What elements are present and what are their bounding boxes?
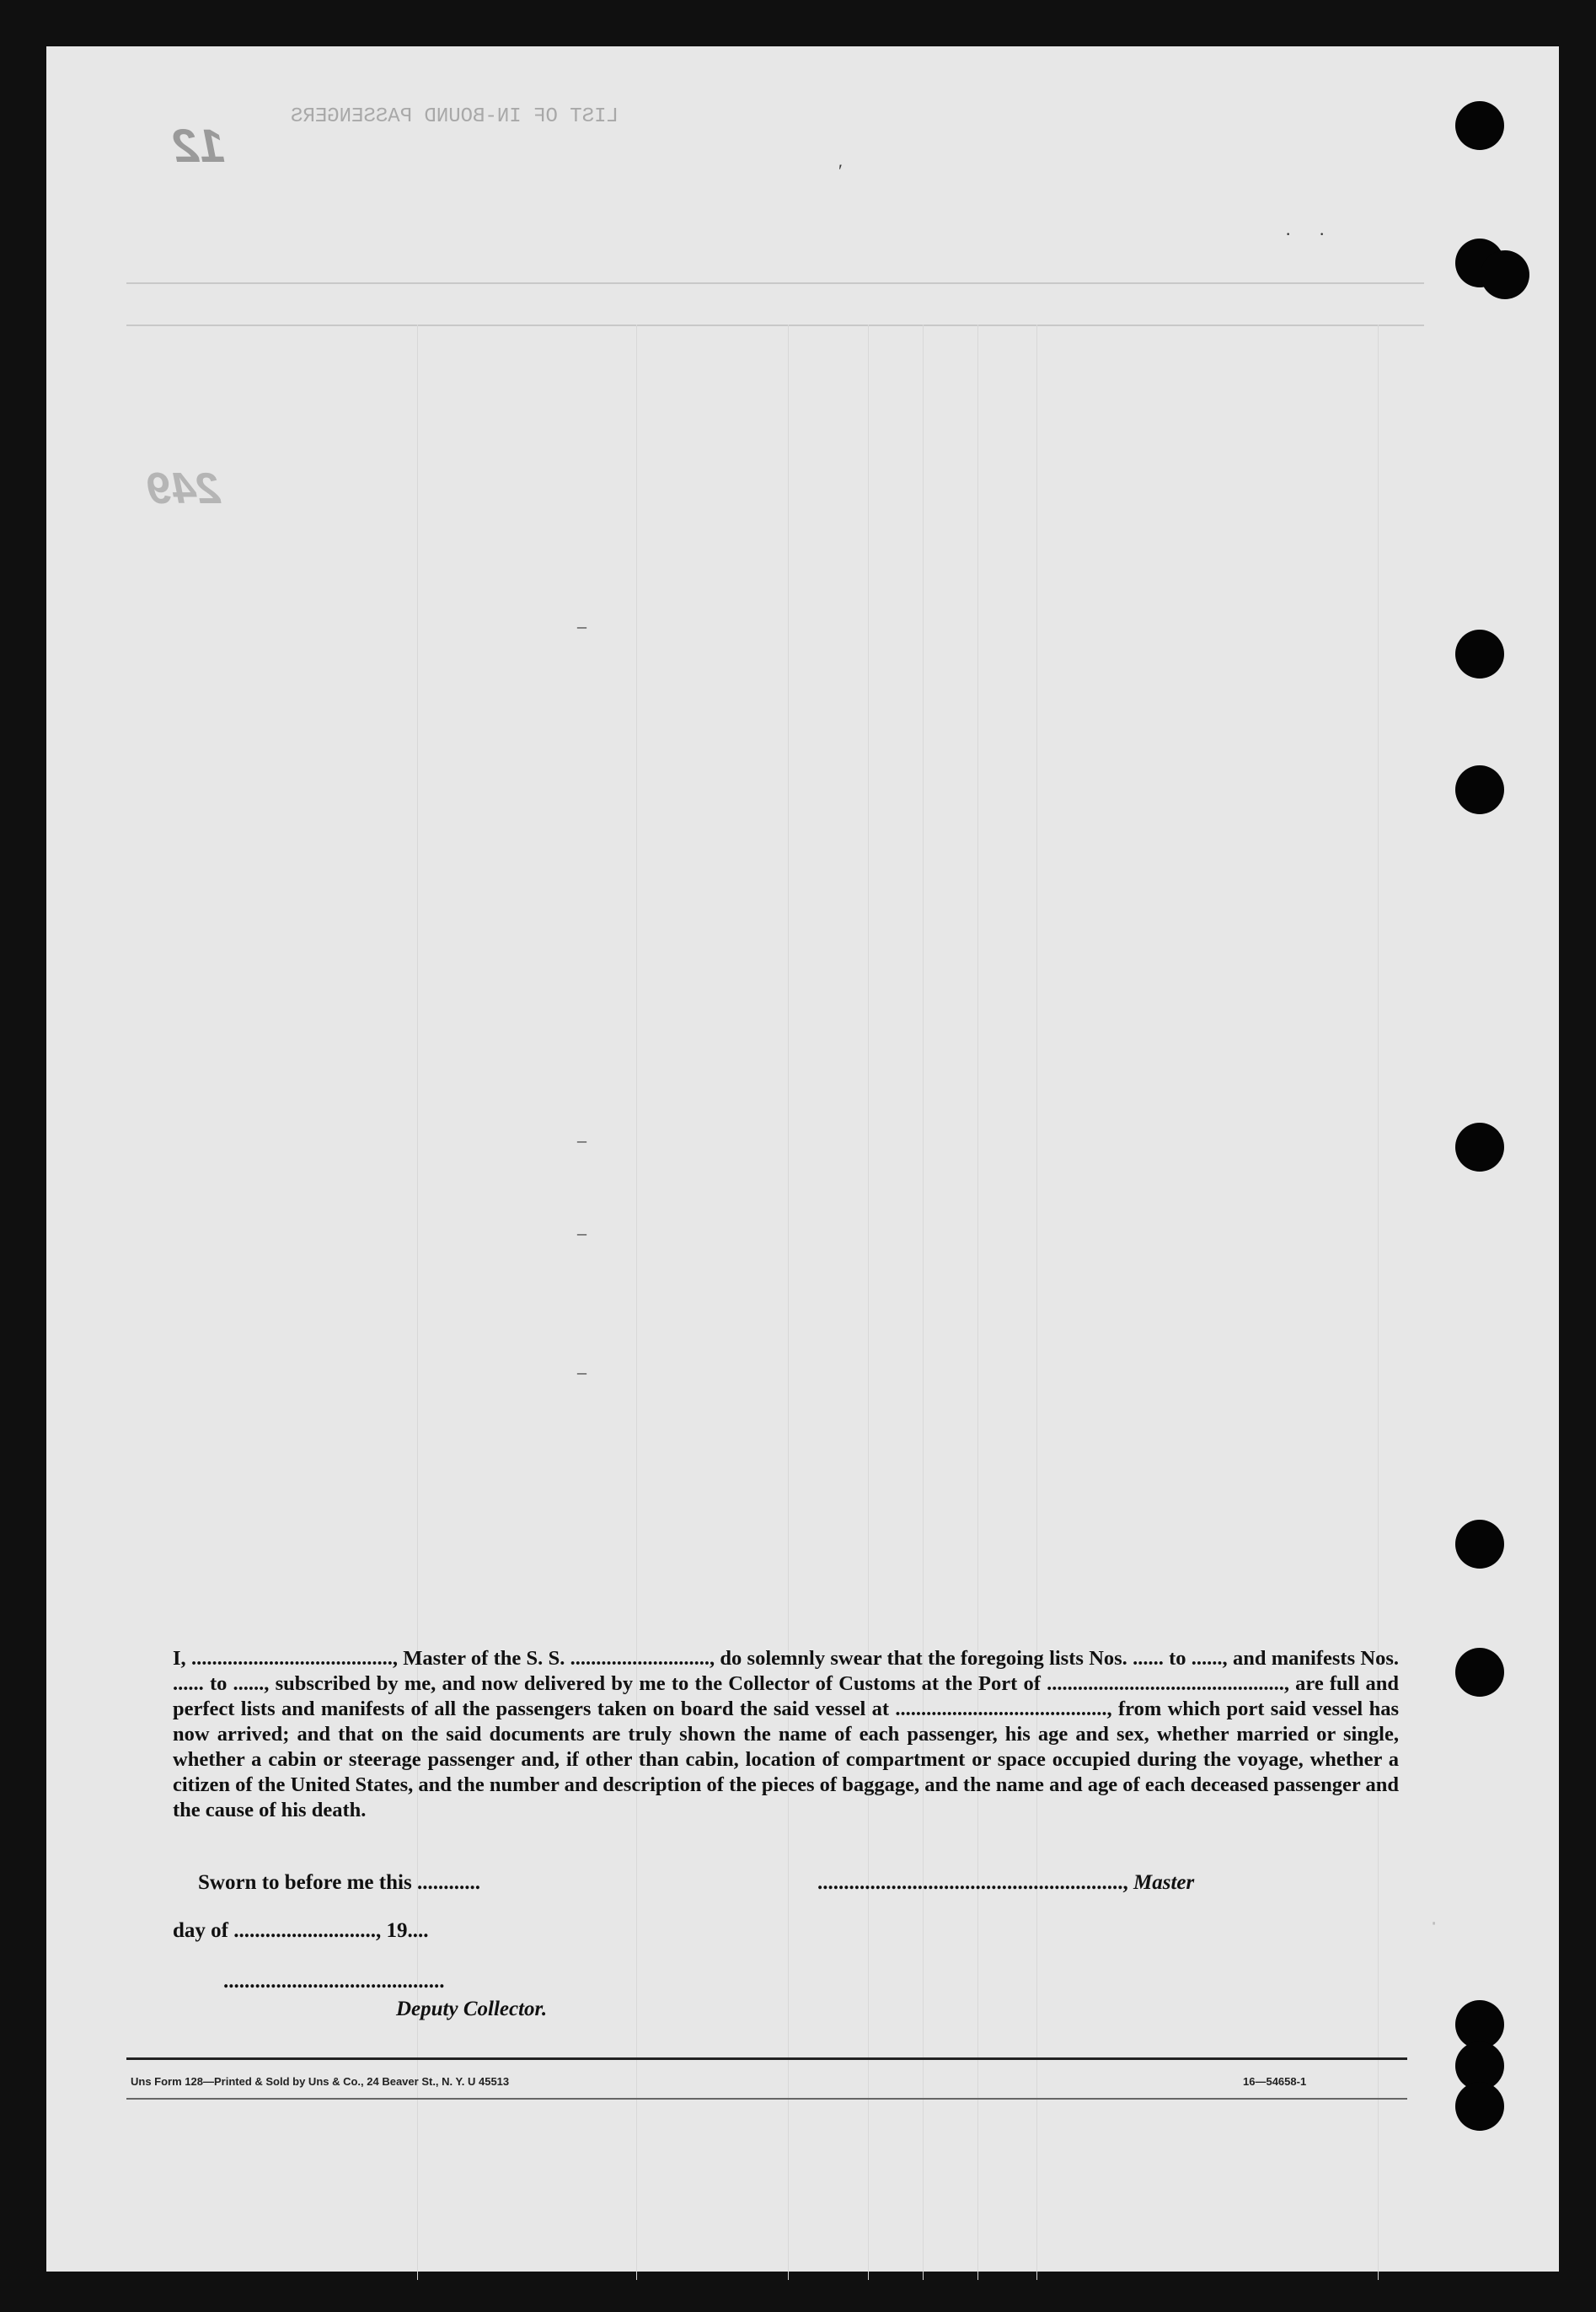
footer-rule	[126, 2057, 1407, 2060]
binder-hole	[1455, 1123, 1504, 1172]
footer-rule	[126, 2098, 1407, 2100]
deputy-collector-label: Deputy Collector.	[396, 1998, 548, 2020]
ink-mark: ′	[838, 160, 843, 181]
form-column-rule	[636, 325, 637, 2280]
binder-hole	[1455, 2082, 1504, 2131]
ink-mark: ·	[1319, 223, 1326, 244]
ink-mark: –	[577, 1129, 586, 1151]
binder-hole	[1455, 101, 1504, 150]
form-rule	[126, 282, 1424, 284]
printer-imprint: Uns Form 128—Printed & Sold by Uns & Co., 24 Beaver St., N. Y. U 45513	[131, 2075, 510, 2088]
margin-mark: ·	[1428, 1913, 1440, 1934]
day-label: day of	[173, 1919, 228, 1942]
form-column-rule	[1378, 325, 1379, 2280]
form-column-rule	[1036, 325, 1037, 2280]
master-label: Master	[1133, 1871, 1195, 1894]
stamp-number: 249	[147, 464, 221, 513]
sworn-dots: ............	[416, 1871, 480, 1894]
oath-text: I, ......................................., Master of the S. S. ..........................., do solemnly swear that the foregoing lists Nos. ...... to ......, and manifests Nos. ...... to ......, subscribed by me, and now delivered by me to the Collector of Customs at the Port of .............................................., are full and perfect lists and manifests of all the passengers taken on board the said vessel at ........................................., from which port said vessel has now arrived; and that on the said documents are truly shown the name of each passenger, his age and sex, whether married or single, whether a cabin or steerage passenger and, if other than cabin, location of compartment or space occupied during the voyage, whether a citizen of the United States, and the number and description of the pieces of baggage, and the name and age of each deceased passenger and the cause of his death.	[173, 1647, 1399, 1821]
list-title: LIST OF IN-BOUND PASSENGERS	[291, 105, 619, 128]
form-column-rule	[788, 325, 789, 2280]
master-dots: ..........................................................,	[817, 1871, 1133, 1894]
master-line	[817, 1871, 1194, 1895]
form-column-rule	[923, 325, 924, 2280]
ink-mark: –	[577, 1361, 586, 1382]
oath-paragraph	[173, 1646, 1399, 1823]
binder-hole	[1455, 1520, 1504, 1569]
ink-mark: ·	[1285, 223, 1292, 244]
form-column-rule	[868, 325, 869, 2280]
sworn-line	[198, 1871, 480, 1895]
sworn-label: Sworn to before me this	[198, 1871, 412, 1894]
day-line	[173, 1919, 428, 1943]
page-number: 12	[173, 119, 226, 172]
binder-hole	[1481, 250, 1529, 299]
day-dots: ..........................., 19....	[233, 1919, 429, 1942]
document-page	[46, 46, 1559, 2272]
ink-mark: –	[577, 1222, 586, 1243]
binder-hole	[1455, 630, 1504, 679]
binder-hole	[1455, 1648, 1504, 1697]
form-number: 16—54658-1	[1243, 2075, 1307, 2088]
binder-hole	[1455, 765, 1504, 814]
form-rule	[126, 325, 1424, 326]
ink-mark: –	[577, 615, 586, 636]
deputy-dots-line: ..........................................	[223, 1970, 445, 1993]
form-column-rule	[977, 325, 978, 2280]
